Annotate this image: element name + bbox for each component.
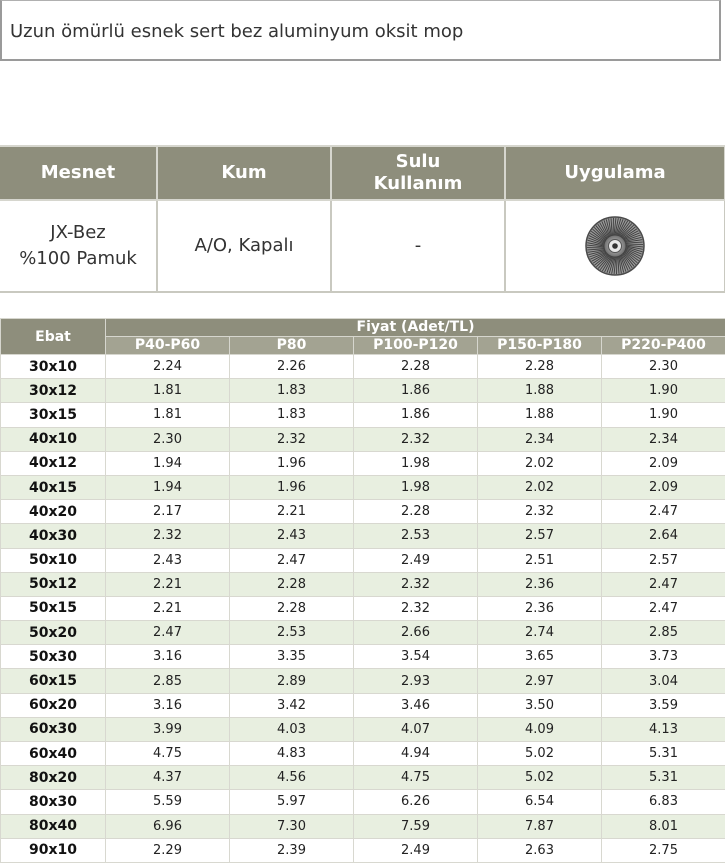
price-cell: 2.28 xyxy=(230,596,354,620)
price-cell: 1.94 xyxy=(106,451,230,475)
price-cell: 4.75 xyxy=(354,766,478,790)
price-cell: 2.49 xyxy=(354,548,478,572)
table-row xyxy=(1,669,725,693)
price-cell: 2.02 xyxy=(478,451,602,475)
price-cell: 2.32 xyxy=(230,427,354,451)
price-cell: 2.32 xyxy=(354,427,478,451)
price-cell: 3.04 xyxy=(602,669,725,693)
price-cell: 2.29 xyxy=(106,838,230,862)
price-column-header: P80 xyxy=(230,337,354,355)
size-cell: 40x20 xyxy=(1,500,106,524)
price-cell: 2.47 xyxy=(602,500,725,524)
price-cell: 2.28 xyxy=(230,572,354,596)
table-row xyxy=(1,500,725,524)
price-cell: 1.81 xyxy=(106,379,230,403)
price-cell: 2.47 xyxy=(602,572,725,596)
price-cell: 7.87 xyxy=(478,814,602,838)
price-cell: 1.86 xyxy=(354,379,478,403)
price-cell: 5.97 xyxy=(230,790,354,814)
table-row xyxy=(1,475,725,499)
spec-header-sulu-line2: Kullanım xyxy=(332,173,504,195)
price-cell: 4.94 xyxy=(354,742,478,766)
price-subheader-row xyxy=(1,337,725,355)
table-row xyxy=(1,355,725,379)
price-cell: 2.43 xyxy=(106,548,230,572)
size-cell: 90x10 xyxy=(1,838,106,862)
spec-table xyxy=(0,145,725,293)
price-cell: 1.96 xyxy=(230,451,354,475)
price-cell: 2.30 xyxy=(602,355,725,379)
price-cell: 2.32 xyxy=(478,500,602,524)
table-row xyxy=(1,742,725,766)
price-cell: 2.75 xyxy=(602,838,725,862)
price-cell: 2.34 xyxy=(602,427,725,451)
price-cell: 2.17 xyxy=(106,500,230,524)
price-header-ebat: Ebat xyxy=(1,319,106,355)
size-cell: 50x30 xyxy=(1,645,106,669)
spec-header-row xyxy=(0,146,725,200)
size-cell: 80x40 xyxy=(1,814,106,838)
size-cell: 60x30 xyxy=(1,717,106,741)
table-row xyxy=(1,693,725,717)
size-cell: 40x12 xyxy=(1,451,106,475)
table-row xyxy=(1,427,725,451)
price-cell: 2.34 xyxy=(478,427,602,451)
price-cell: 2.51 xyxy=(478,548,602,572)
product-title: Uzun ömürlü esnek sert bez aluminyum oksit mop xyxy=(10,21,463,42)
price-cell: 4.37 xyxy=(106,766,230,790)
price-header-row xyxy=(1,319,725,337)
table-row xyxy=(1,524,725,548)
price-cell: 2.57 xyxy=(478,524,602,548)
price-cell: 3.42 xyxy=(230,693,354,717)
price-cell: 2.66 xyxy=(354,621,478,645)
price-cell: 2.28 xyxy=(478,355,602,379)
size-cell: 80x20 xyxy=(1,766,106,790)
size-cell: 60x15 xyxy=(1,669,106,693)
price-column-header: P40-P60 xyxy=(106,337,230,355)
table-row xyxy=(1,717,725,741)
price-cell: 2.97 xyxy=(478,669,602,693)
price-cell: 1.83 xyxy=(230,403,354,427)
price-cell: 3.16 xyxy=(106,693,230,717)
price-cell: 1.94 xyxy=(106,475,230,499)
price-cell: 2.32 xyxy=(354,572,478,596)
price-cell: 1.86 xyxy=(354,403,478,427)
size-cell: 40x10 xyxy=(1,427,106,451)
spec-kum-cell: A/O, Kapalı xyxy=(157,200,331,292)
spec-header-mesnet: Mesnet xyxy=(0,146,157,200)
price-column-header: P150-P180 xyxy=(478,337,602,355)
price-cell: 2.30 xyxy=(106,427,230,451)
size-cell: 50x12 xyxy=(1,572,106,596)
price-cell: 2.21 xyxy=(230,500,354,524)
spec-mesnet-line2: %100 Pamuk xyxy=(0,246,156,272)
price-cell: 2.28 xyxy=(354,355,478,379)
price-cell: 2.85 xyxy=(602,621,725,645)
price-cell: 3.54 xyxy=(354,645,478,669)
price-cell: 4.75 xyxy=(106,742,230,766)
price-cell: 2.43 xyxy=(230,524,354,548)
size-cell: 60x40 xyxy=(1,742,106,766)
price-cell: 2.02 xyxy=(478,475,602,499)
price-cell: 2.63 xyxy=(478,838,602,862)
price-cell: 5.31 xyxy=(602,742,725,766)
price-cell: 1.83 xyxy=(230,379,354,403)
price-cell: 6.54 xyxy=(478,790,602,814)
table-row xyxy=(1,379,725,403)
price-cell: 3.35 xyxy=(230,645,354,669)
price-cell: 1.98 xyxy=(354,451,478,475)
price-cell: 2.85 xyxy=(106,669,230,693)
price-cell: 2.21 xyxy=(106,572,230,596)
table-row xyxy=(1,838,725,862)
price-cell: 4.09 xyxy=(478,717,602,741)
spec-mesnet-cell xyxy=(0,200,157,292)
table-row xyxy=(1,548,725,572)
price-cell: 1.90 xyxy=(602,403,725,427)
size-cell: 40x30 xyxy=(1,524,106,548)
price-cell: 3.65 xyxy=(478,645,602,669)
price-cell: 3.16 xyxy=(106,645,230,669)
size-cell: 30x12 xyxy=(1,379,106,403)
table-row xyxy=(1,451,725,475)
price-cell: 4.03 xyxy=(230,717,354,741)
price-cell: 7.30 xyxy=(230,814,354,838)
price-cell: 5.02 xyxy=(478,742,602,766)
price-cell: 2.09 xyxy=(602,475,725,499)
price-cell: 2.39 xyxy=(230,838,354,862)
price-body xyxy=(1,355,725,863)
price-cell: 7.59 xyxy=(354,814,478,838)
price-cell: 5.31 xyxy=(602,766,725,790)
price-cell: 2.47 xyxy=(602,596,725,620)
size-cell: 50x15 xyxy=(1,596,106,620)
price-cell: 2.93 xyxy=(354,669,478,693)
size-cell: 50x20 xyxy=(1,621,106,645)
price-cell: 5.02 xyxy=(478,766,602,790)
flap-wheel-mop-icon xyxy=(584,215,646,277)
price-cell: 1.90 xyxy=(602,379,725,403)
price-header-group: Fiyat (Adet/TL) xyxy=(106,319,725,337)
price-cell: 2.47 xyxy=(230,548,354,572)
price-cell: 2.32 xyxy=(354,596,478,620)
price-cell: 1.96 xyxy=(230,475,354,499)
price-cell: 2.21 xyxy=(106,596,230,620)
price-cell: 1.81 xyxy=(106,403,230,427)
price-cell: 3.99 xyxy=(106,717,230,741)
price-cell: 5.59 xyxy=(106,790,230,814)
price-cell: 2.74 xyxy=(478,621,602,645)
price-cell: 3.73 xyxy=(602,645,725,669)
price-column-header: P220-P400 xyxy=(602,337,725,355)
price-cell: 4.56 xyxy=(230,766,354,790)
price-cell: 2.47 xyxy=(106,621,230,645)
price-cell: 2.28 xyxy=(354,500,478,524)
price-cell: 6.26 xyxy=(354,790,478,814)
size-cell: 30x10 xyxy=(1,355,106,379)
price-column-header: P100-P120 xyxy=(354,337,478,355)
size-cell: 40x15 xyxy=(1,475,106,499)
spec-header-sulu xyxy=(331,146,505,200)
price-cell: 1.98 xyxy=(354,475,478,499)
price-cell: 1.88 xyxy=(478,379,602,403)
price-cell: 2.89 xyxy=(230,669,354,693)
table-row xyxy=(1,596,725,620)
spec-header-sulu-line1: Sulu xyxy=(332,151,504,173)
table-row xyxy=(1,790,725,814)
price-cell: 3.59 xyxy=(602,693,725,717)
table-row xyxy=(1,621,725,645)
size-cell: 80x30 xyxy=(1,790,106,814)
price-cell: 4.83 xyxy=(230,742,354,766)
price-cell: 2.36 xyxy=(478,596,602,620)
price-cell: 2.53 xyxy=(354,524,478,548)
title-box xyxy=(0,0,721,61)
price-table xyxy=(0,318,725,863)
price-cell: 8.01 xyxy=(602,814,725,838)
price-cell: 3.50 xyxy=(478,693,602,717)
spec-header-uygulama: Uygulama xyxy=(505,146,725,200)
price-cell: 2.57 xyxy=(602,548,725,572)
table-row xyxy=(1,814,725,838)
table-row xyxy=(1,403,725,427)
spec-header-kum: Kum xyxy=(157,146,331,200)
price-cell: 2.26 xyxy=(230,355,354,379)
price-cell: 2.24 xyxy=(106,355,230,379)
price-cell: 4.07 xyxy=(354,717,478,741)
table-row xyxy=(1,572,725,596)
spec-uygulama-cell xyxy=(505,200,725,292)
table-row xyxy=(1,766,725,790)
size-cell: 50x10 xyxy=(1,548,106,572)
price-cell: 6.83 xyxy=(602,790,725,814)
spec-value-row xyxy=(0,200,725,292)
spec-mesnet-line1: JX-Bez xyxy=(0,220,156,246)
size-cell: 60x20 xyxy=(1,693,106,717)
size-cell: 30x15 xyxy=(1,403,106,427)
price-cell: 3.46 xyxy=(354,693,478,717)
price-cell: 2.53 xyxy=(230,621,354,645)
price-cell: 2.49 xyxy=(354,838,478,862)
table-row xyxy=(1,645,725,669)
price-cell: 1.88 xyxy=(478,403,602,427)
price-cell: 2.36 xyxy=(478,572,602,596)
price-cell: 4.13 xyxy=(602,717,725,741)
price-cell: 2.32 xyxy=(106,524,230,548)
price-cell: 2.64 xyxy=(602,524,725,548)
price-cell: 6.96 xyxy=(106,814,230,838)
spec-sulu-cell: - xyxy=(331,200,505,292)
price-cell: 2.09 xyxy=(602,451,725,475)
